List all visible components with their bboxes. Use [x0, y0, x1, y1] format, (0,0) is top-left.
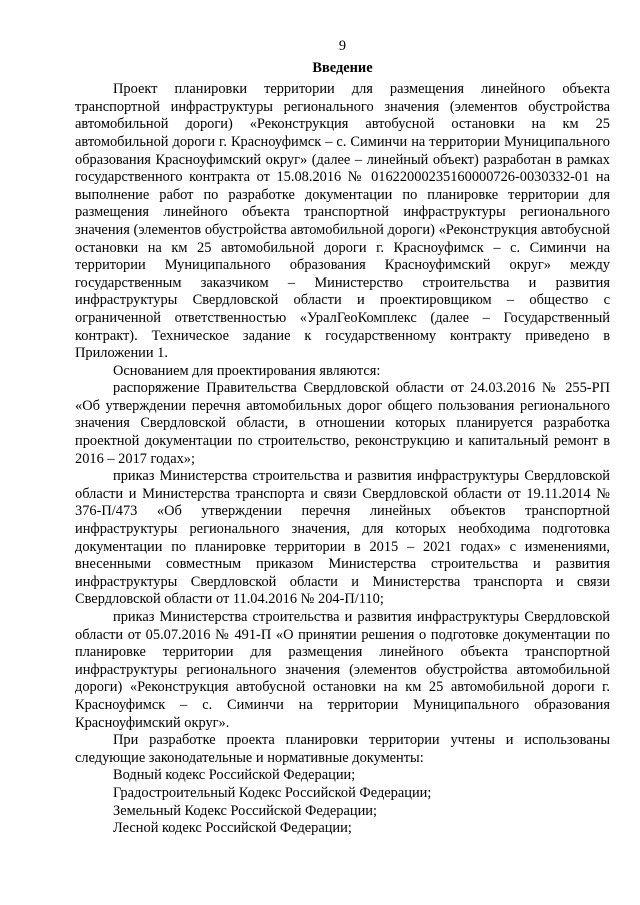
intro-paragraph: Проект планировки территории для размещения линейного объекта транспортной инфраструктуры регионального значения (элементов обустройства автомобильной дороги) «Реконструкция автобусной остановки на км 25 автомобильной дороги г. Красноуфимск – с. Симинчи на территории Муниципального образования Красноуфимский округ» (далее – линейный объект) разработан в рамках государственного контракта от 15.08.2016 № 01622000235160000726-0030332-01 на выполнение работ по разработке документации по планировке территории для размещения линейного объекта транспортной инфраструктуры регионального значения (элементов обустройства автомобильной дороги) «Реконструкция автобусной остановки на км 25 автомобильной дороги г. Красноуфимск – с. Симинчи на территории Муниципального образования Красноуфимский округ» между государственным заказчиком – Министерство строительства и развития инфраструктуры Свердловской области и проектировщиком – общество с ограниченной ответственностью «УралГеоКомплекс (далее – Государственный контракт). Техническое задание к государственному контракту приведено в Приложении 1. — [75, 81, 610, 362]
documents-intro-paragraph: При разработке проекта планировки территории учтены и использованы следующие законодательные и нормативные документы: — [75, 732, 610, 766]
basis-item-order-491: приказ Министерства строительства и развития инфраструктуры Свердловской области от 05.07.2016 № 491-П «О принятии решения о подготовке документации по планировке территории для размещения линейного объекта транспортной инфраструктуры регионального значения (элементов обустройства автомобильной дороги) «Реконструкция автобусной остановки на км 25 автомобильной дороги г. Красноуфимск – с. Симинчи на территории Муниципального образования Красноуфимский округ». — [75, 609, 610, 731]
document-item-land-code: Земельный Кодекс Российской Федерации; — [113, 802, 377, 819]
document-item-forest-code: Лесной кодекс Российской Федерации; — [113, 820, 352, 837]
document-item-urban-code: Градостроительный Кодекс Российской Федерации; — [113, 784, 432, 801]
basis-intro-paragraph: Основанием для проектирования являются: — [113, 362, 381, 379]
section-heading: Введение — [312, 59, 373, 76]
basis-item-order-376: приказ Министерства строительства и развития инфраструктуры Свердловской области и Министерства транспорта и связи Свердловской области от 19.11.2014 № 376-П/473 «Об утверждении перечня линейных объектов транспортной инфраструктуры регионального значения, для которых необходима подготовка документации по планировке территории в 2015 – 2021 годах» с изменениями, внесенными совместным приказом Министерства строительства и развития инфраструктуры Свердловской области и Министерства транспорта и связи Свердловской области от 11.04.2016 № 204-П/110; — [75, 468, 610, 608]
basis-item-order-255: распоряжение Правительства Свердловской области от 24.03.2016 № 255-РП «Об утверждении перечня автомобильных дорог общего пользования регионального значения Свердловской области, в отношении которых планируется разработка проектной документации по строительство, реконструкцию и капитальный ремонт в 2016 – 2017 годах»; — [75, 380, 610, 467]
document-item-water-code: Водный кодекс Российской Федерации; — [113, 767, 356, 784]
page-number: 9 — [338, 38, 347, 54]
document-page — [75, 38, 610, 838]
